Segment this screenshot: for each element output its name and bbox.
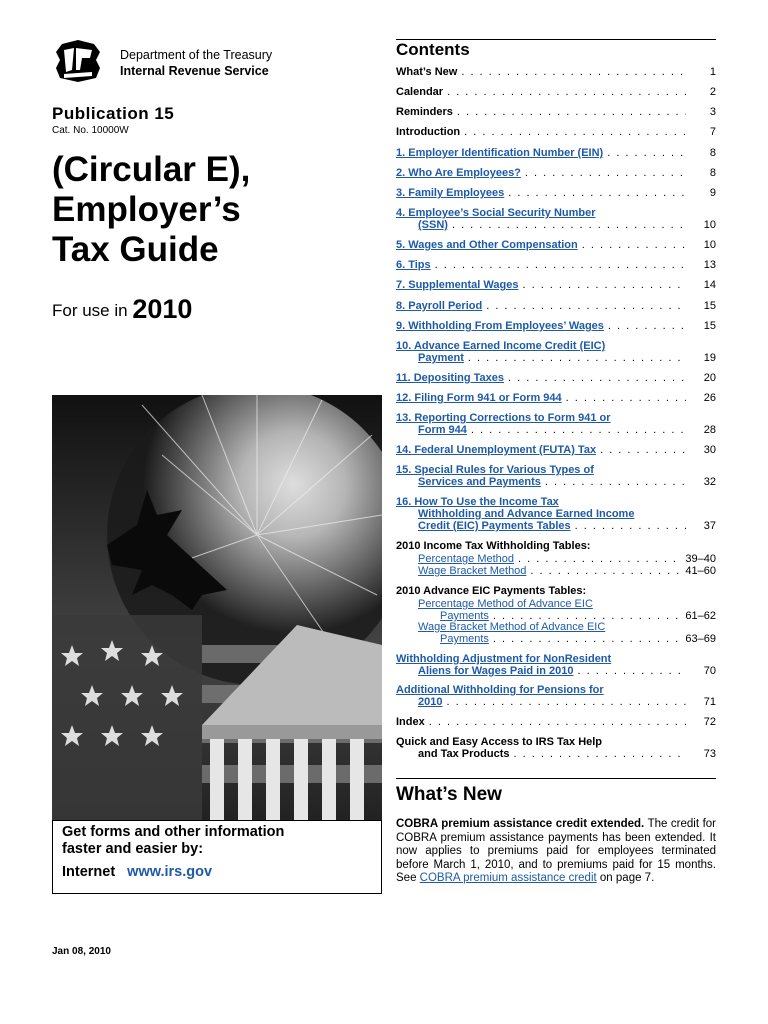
toc-entry-label: What’s New [396,66,458,78]
toc-entry-label: Wage Bracket Method of Advance EIC [418,621,606,633]
toc-entry-label: Withholding Adjustment for NonResident [396,653,612,665]
toc-leader-dots [545,476,686,488]
toc-page-number: 20 [703,372,716,384]
toc-entry-label: 2010 [418,696,443,708]
title-line-3: Tax Guide [52,230,219,269]
toc-page-number: 70 [703,665,716,677]
toc-page-number: 26 [703,392,716,404]
internet-label: Internet [62,864,116,880]
for-use-in-year [52,294,192,325]
department-name [120,47,272,79]
toc-leader-dots [468,352,686,364]
forms-info-box [52,820,382,894]
toc-entry[interactable] [396,239,716,251]
toc-entry-label: Wage Bracket Method [418,565,527,577]
toc-page-number: 30 [703,444,716,456]
contents-heading: Contents [396,40,470,59]
toc-leader-dots [575,520,686,532]
forms-line-1: Get forms and other information [62,824,285,840]
toc-leader-dots [577,665,686,677]
toc-page-number: 15 [703,300,716,312]
toc-entry[interactable] [396,340,716,364]
toc-page-number: 15 [703,320,716,332]
whats-new-tail: on page 7. [596,872,655,884]
toc-entry-label: 2. Who Are Employees? [396,167,521,179]
title-line-1: (Circular E), [52,150,251,189]
toc-entry-label: Calendar [396,86,444,98]
toc-leader-dots [522,279,686,291]
toc-page-number: 61–62 [685,610,716,622]
publication-number: Publication 15 [52,104,175,123]
toc-leader-dots [471,424,686,436]
toc-entry[interactable] [396,86,716,98]
toc-leader-dots [600,444,686,456]
toc-leader-dots [429,716,686,728]
toc-entry-label: 10. Advance Earned Income Credit (EIC) [396,340,606,352]
catalog-number: Cat. No. 10000W [52,125,129,136]
toc-entry-label: 13. Reporting Corrections to Form 941 or [396,412,611,424]
toc-entry-label: Withholding and Advance Earned Income [418,508,635,520]
toc-entry[interactable] [396,167,716,179]
toc-entry[interactable] [396,464,716,488]
toc-entry-label: Quick and Easy Access to IRS Tax Help [396,736,603,748]
toc-page-number: 14 [703,279,716,291]
toc-leader-dots [486,300,686,312]
toc-entry[interactable] [396,716,716,728]
toc-entry-label: 5. Wages and Other Compensation [396,239,578,251]
toc-entry-label: (SSN) [418,219,448,231]
toc-entry[interactable] [396,736,716,760]
toc-entry[interactable] [396,126,716,138]
toc-entry[interactable] [396,598,716,622]
toc-entry-label: 11. Depositing Taxes [396,372,505,384]
toc-page-number: 13 [703,259,716,271]
toc-entry[interactable] [396,553,716,565]
toc-entry[interactable] [396,653,716,677]
toc-entry-label: 14. Federal Unemployment (FUTA) Tax [396,444,597,456]
toc-page-number: 2 [709,86,716,98]
whats-new-lead: COBRA premium assistance credit extended. [396,818,645,830]
toc-page-number: 39–40 [685,553,716,565]
toc-page-number: 72 [703,716,716,728]
toc-leader-dots [493,633,681,645]
toc-page-number: 19 [703,352,716,364]
toc-entry[interactable] [396,496,716,532]
for-use-in-label: For use in [52,301,128,320]
toc-entry-label: 1. Employer Identification Number (EIN) [396,147,604,159]
toc-entry-label: Payments [440,633,489,645]
toc-entry[interactable] [396,565,716,577]
toc-entry-label: Services and Payments [418,476,541,488]
toc-page-number: 32 [703,476,716,488]
title-line-2: Employer’s [52,190,241,229]
toc-entry[interactable] [396,684,716,708]
toc-leader-dots [582,239,686,251]
toc-entry-label: Additional Withholding for Pensions for [396,684,604,696]
toc-page-number: 7 [709,126,716,138]
toc-heading-text: 2010 Income Tax Withholding Tables: [396,540,591,552]
toc-leader-dots [452,219,686,231]
toc-leader-dots [530,565,681,577]
toc-leader-dots [566,392,686,404]
toc-leader-dots [464,126,686,138]
toc-entry[interactable] [396,320,716,332]
whats-new-rule [396,778,716,779]
toc-page-number: 73 [703,748,716,760]
toc-entry[interactable] [396,372,716,384]
toc-entry-label: Aliens for Wages Paid in 2010 [418,665,574,677]
toc-entry-label: 15. Special Rules for Various Types of [396,464,594,476]
toc-entry[interactable] [396,147,716,159]
toc-entry-label: 16. How To Use the Income Tax [396,496,559,508]
toc-page-number: 8 [709,147,716,159]
toc-entry-label: Introduction [396,126,461,138]
toc-entry[interactable] [396,444,716,456]
toc-entry-label: 6. Tips [396,259,431,271]
toc-entry[interactable] [396,106,716,118]
toc-entry[interactable] [396,279,716,291]
tax-year: 2010 [132,294,193,324]
toc-heading-text: 2010 Advance EIC Payments Tables: [396,585,587,597]
toc-page-number: 8 [709,167,716,179]
toc-entry-label: 3. Family Employees [396,187,505,199]
toc-entry-label: Credit (EIC) Payments Tables [418,520,571,532]
toc-leader-dots [518,553,681,565]
toc-page-number: 41–60 [685,565,716,577]
toc-entry-label: Payment [418,352,464,364]
toc-page-number: 10 [703,219,716,231]
toc-section-heading [396,585,716,597]
toc-page-number: 71 [703,696,716,708]
toc-entry[interactable] [396,207,716,231]
toc-entry-label: 9. Withholding From Employees’ Wages [396,320,604,332]
toc-leader-dots [435,259,686,271]
irs-website-link[interactable]: www.irs.gov [127,864,213,880]
toc-leader-dots [447,86,686,98]
toc-entry-label: Reminders [396,106,453,118]
toc-page-number: 10 [703,239,716,251]
toc-entry-label: 4. Employee’s Social Security Number [396,207,596,219]
toc-entry[interactable] [396,412,716,436]
toc-leader-dots [461,66,686,78]
toc-page-number: 63–69 [685,633,716,645]
toc-page-number: 37 [703,520,716,532]
forms-line-2: faster and easier by: [62,841,204,857]
whats-new-heading: What’s New [396,784,502,805]
cover-photo [52,395,382,820]
toc-entry-label: 12. Filing Form 941 or Form 944 [396,392,562,404]
toc-entry[interactable] [396,66,716,78]
toc-entry-label: 7. Supplemental Wages [396,279,519,291]
toc-leader-dots [508,187,686,199]
toc-leader-dots [446,696,686,708]
whats-new-paragraph [396,818,716,886]
toc-leader-dots [513,748,686,760]
toc-entry-label: Form 944 [418,424,467,436]
publication-date: Jan 08, 2010 [52,946,111,957]
toc-entry[interactable] [396,392,716,404]
internet-line [62,864,372,881]
toc-entry-label: 8. Payroll Period [396,300,483,312]
toc-entry-label: and Tax Products [418,748,510,760]
document-title [52,150,250,270]
toc-page-number: 9 [709,187,716,199]
toc-page-number: 1 [709,66,716,78]
toc-entry-label: Percentage Method of Advance EIC [418,598,593,610]
cobra-credit-link[interactable]: COBRA premium assistance credit [419,872,597,884]
whats-new-body: The credit for COBRA premium assistance payments has been extended. It now applies to premiums paid for employees terminated before March 1, 2010, and to premiums paid for 15 months. See [396,818,716,884]
toc-entry-label: Index [396,716,425,728]
dept-line-treasury: Department of the Treasury [120,48,273,62]
toc-entry[interactable] [396,300,716,312]
irs-eagle-logo [52,38,104,84]
toc-entry[interactable] [396,259,716,271]
toc-entry[interactable] [396,621,716,645]
toc-page-number: 28 [703,424,716,436]
toc-leader-dots [508,372,686,384]
toc-entry[interactable] [396,187,716,199]
toc-leader-dots [457,106,686,118]
toc-page-number: 3 [709,106,716,118]
toc-entry-label: Percentage Method [418,553,515,565]
toc-section-heading [396,540,716,552]
toc-leader-dots [607,147,686,159]
toc-entry-label: Payments [440,610,489,622]
dept-line-irs: Internal Revenue Service [120,64,269,78]
toc-leader-dots [608,320,686,332]
toc-leader-dots [525,167,686,179]
